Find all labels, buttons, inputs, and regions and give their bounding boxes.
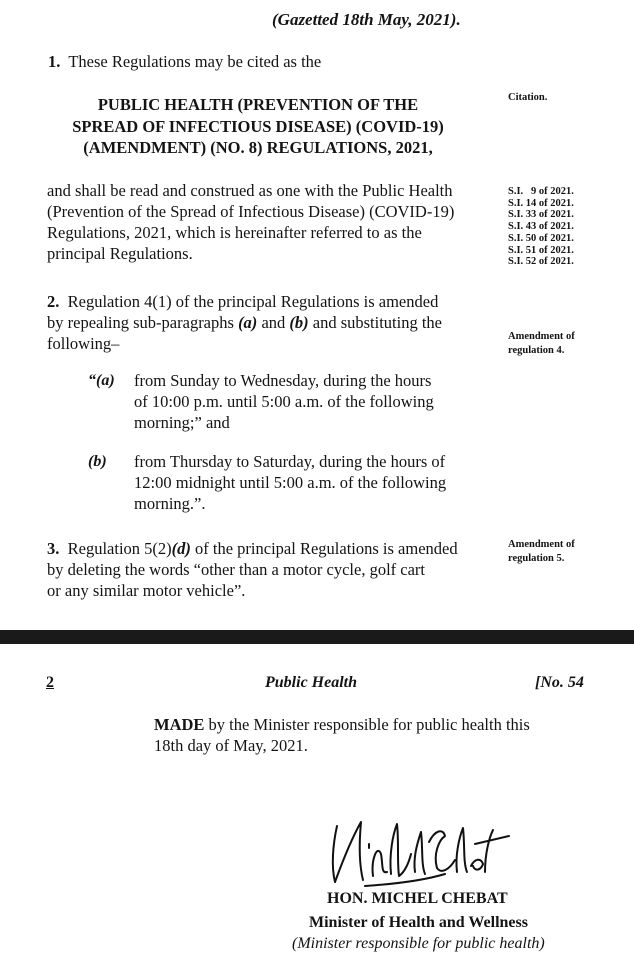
gazette-page-2 — [0, 644, 634, 960]
running-title: Public Health — [265, 674, 357, 691]
signatory-role: (Minister responsible for public health) — [292, 935, 545, 952]
reg1-body-line-1: and shall be read and construed as one with the Public Health — [47, 181, 453, 200]
title-line-1: PUBLIC HEALTH (PREVENTION OF THE — [97, 95, 419, 114]
reg3-line-1: 3. Regulation 5(2)(d) of the principal Regulations is amended — [47, 539, 458, 558]
reg3-line-2: by deleting the words “other than a motor cycle, golf cart — [47, 560, 425, 579]
si-ref: S.I. 50 of 2021. — [508, 232, 574, 244]
reg1-body-line-4: principal Regulations. — [47, 244, 193, 263]
page-divider — [0, 630, 634, 644]
page-number: 2 — [46, 674, 54, 691]
signatory-title: Minister of Health and Wellness — [309, 914, 528, 931]
reg2-line-3: following– — [47, 334, 120, 353]
made-date: 18th day of May, 2021. — [154, 736, 308, 755]
sub-paragraph-a-label: “(a) — [88, 372, 115, 389]
si-ref: S.I. 52 of 2021. — [508, 256, 574, 268]
si-ref: S.I. 43 of 2021. — [508, 221, 574, 233]
regulation-2-number: 2. — [47, 292, 60, 311]
regulation-1-body — [47, 180, 480, 264]
gazetted-date: (Gazetted 18th May, 2021). — [272, 10, 461, 29]
sub-paragraph-a: from Sunday to Wednesday, during the hours of 10:00 p.m. until 5:00 a.m. of the following morning;” and — [134, 371, 434, 432]
si-ref: S.I. 51 of 2021. — [508, 244, 574, 256]
made-statement: MADE by the Minister responsible for public health this 18th day of May, 2021. — [154, 714, 594, 756]
handwritten-signature — [325, 814, 515, 894]
reg2-line-1: Regulation 4(1) of the principal Regulations is amended — [67, 292, 439, 311]
regulation-2-text — [47, 291, 480, 354]
margin-note-amendment-reg4: Amendment of regulation 4. — [508, 331, 575, 356]
regulations-title — [48, 94, 468, 159]
title-line-3: (AMENDMENT) (NO. 8) REGULATIONS, 2021, — [83, 138, 433, 157]
regulation-3-text — [47, 538, 480, 601]
reg2-line-2: by repealing sub-paragraphs (a) and (b) and substituting the — [47, 313, 443, 332]
reg1-body-line-3: Regulations, 2021, which is hereinafter referred to as the — [47, 223, 422, 242]
title-line-2: SPREAD OF INFECTIOUS DISEASE) (COVID-19) — [72, 116, 444, 136]
sub-paragraph-b: from Thursday to Saturday, during the hours of 12:00 midnight until 5:00 a.m. of the following morning.”. — [134, 452, 447, 513]
regulation-1-number: 1. — [48, 52, 61, 71]
statutory-instrument-refs — [508, 186, 574, 268]
regulation-1-text: These Regulations may be cited as the — [68, 52, 322, 71]
regulation-1-intro — [48, 51, 321, 72]
si-ref: S.I. 14 of 2021. — [508, 197, 574, 209]
margin-note-amendment-reg5: Amendment of regulation 5. — [508, 539, 575, 564]
sub-paragraph-b-label: (b) — [88, 453, 107, 470]
made-label: MADE — [154, 715, 205, 734]
si-ref: S.I. 33 of 2021. — [508, 209, 574, 221]
issue-number: [No. 54 — [535, 674, 584, 691]
reg1-body-line-2: (Prevention of the Spread of Infectious Disease) (COVID-19) — [47, 202, 455, 221]
signatory-name: HON. MICHEL CHEBAT — [327, 890, 508, 907]
si-ref: S.I. 9 of 2021. — [508, 186, 574, 197]
margin-note-citation: Citation. — [508, 92, 548, 103]
reg3-line-3: or any similar motor vehicle”. — [47, 581, 246, 600]
